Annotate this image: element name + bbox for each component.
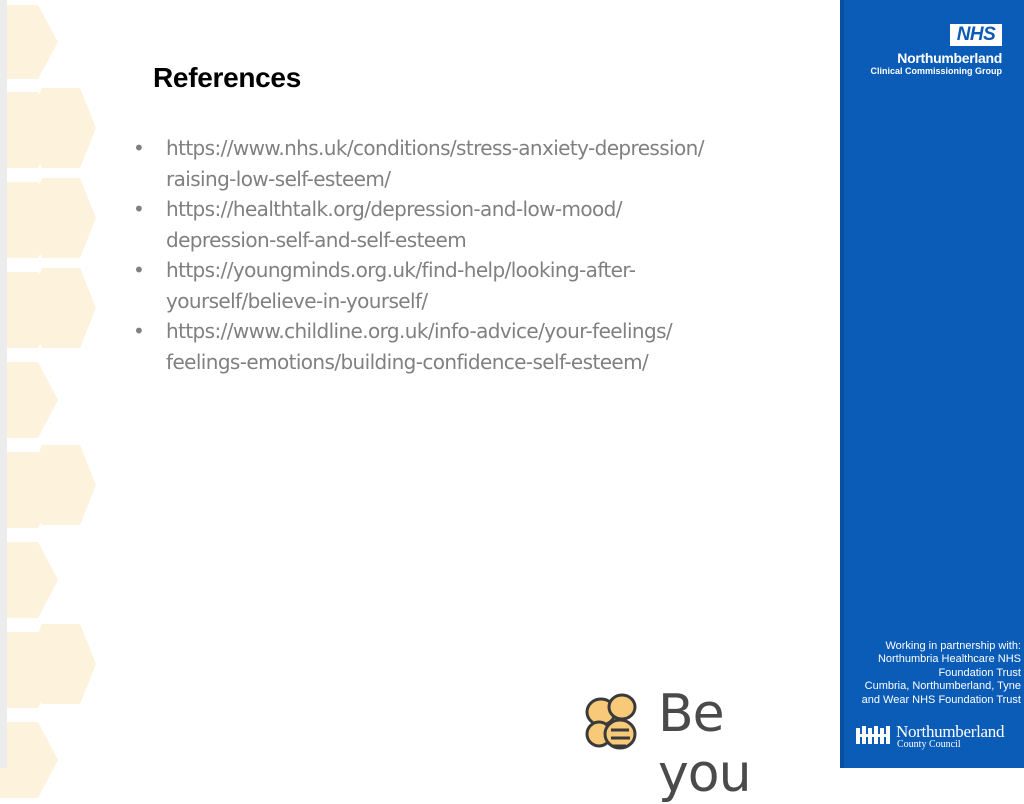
reference-item: [133, 255, 813, 316]
left-edge-border: [0, 0, 7, 768]
reference-url-line: https://healthtalk.org/depression-and-low-mood/: [166, 197, 622, 221]
bee-icon: [582, 692, 644, 754]
partnership-line: Working in partnership with:: [885, 640, 1021, 652]
reference-item: [133, 133, 813, 194]
ccg-org-name: Northumberland: [897, 50, 1002, 66]
bullet-icon: •: [133, 258, 145, 282]
be-you-logo: [582, 684, 822, 804]
partnership-line: Northumbria Healthcare NHS: [877, 653, 1021, 666]
council-subtitle: County Council: [897, 739, 961, 750]
partnership-line: Foundation Trust: [938, 666, 1021, 679]
reference-url-line: raising-low-self-esteem/: [166, 166, 391, 191]
nhs-logo: [950, 24, 1002, 46]
castle-crest-icon: [856, 724, 892, 746]
partnership-statement: [841, 640, 1021, 707]
be-you-wordmark: Be you: [658, 684, 751, 804]
reference-item: [133, 194, 813, 255]
ccg-org-subtitle: Clinical Commissioning Group: [870, 66, 1002, 76]
partnership-line: and Wear NHS Foundation Trust: [861, 693, 1021, 706]
nhs-logo-text: NHS: [956, 24, 996, 45]
reference-url-line: https://www.nhs.uk/conditions/stress-anxiety-depression/: [166, 136, 704, 160]
slide-title: References: [153, 62, 301, 93]
right-sidebar-panel: [840, 0, 1024, 768]
reference-list: [133, 133, 813, 377]
council-name: Northumberland: [896, 722, 1005, 741]
reference-url-line: https://www.childline.org.uk/info-advice/your-feelings/: [166, 319, 673, 343]
bullet-icon: •: [133, 136, 145, 160]
reference-url-line: depression-self-and-self-esteem: [166, 227, 467, 252]
partnership-line: Cumbria, Northumberland, Tyne: [864, 680, 1021, 693]
honeycomb-decoration: [0, 0, 100, 768]
reference-url-line: https://youngminds.org.uk/find-help/looking-after-: [166, 258, 636, 282]
bullet-icon: •: [133, 319, 145, 343]
reference-item: [133, 316, 813, 377]
reference-url-line: feelings-emotions/building-confidence-self-esteem/: [166, 349, 649, 374]
bullet-icon: •: [133, 197, 145, 221]
reference-url-line: yourself/believe-in-yourself/: [166, 288, 428, 313]
